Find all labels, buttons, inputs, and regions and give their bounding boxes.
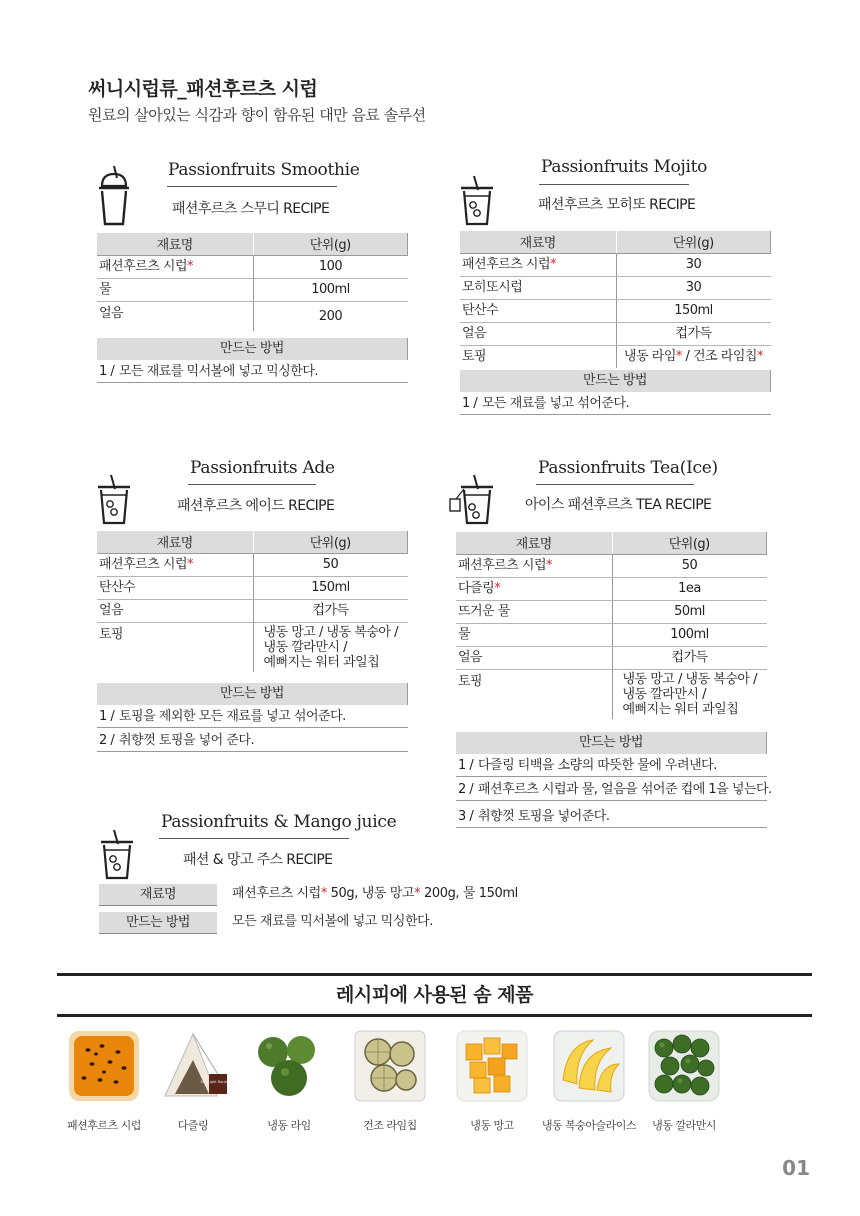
ade-title-divider — [188, 484, 316, 485]
col-unit: 단위(g) — [253, 233, 408, 255]
ingredient-value: 150ml — [616, 299, 771, 322]
ingredient-value: 100ml — [253, 278, 408, 301]
tea-ingredient-table — [456, 532, 767, 719]
step-number: 3 / — [458, 809, 474, 824]
ingredient-name: 얼음 — [99, 305, 124, 321]
products-title: 레시피에 사용된 솜 제품 — [336, 984, 533, 1006]
highlight-star: * — [550, 257, 557, 272]
step-number: 2 / — [458, 782, 474, 797]
tea-step — [456, 778, 772, 801]
ingredient-name: 물 — [456, 623, 612, 646]
highlight-star: * — [414, 886, 421, 901]
mojito-step — [460, 392, 771, 415]
step-number: 2 / — [99, 733, 115, 748]
ade-subtitle: 패션후르츠 에이드 RECIPE — [177, 498, 335, 514]
table-row — [460, 345, 771, 368]
product-frozen-lime — [241, 1030, 337, 1133]
topping-line: 예뻐지는 워터 과일칩 — [622, 701, 739, 717]
ingredient-name: 얼음 — [460, 322, 616, 345]
highlight-star: * — [675, 349, 682, 365]
page-number: 01 — [782, 1156, 810, 1180]
step-text: 모든 재료를 넣고 섞어준다. — [482, 396, 630, 411]
ingredient-part: 패션후르츠 시럽 — [232, 886, 321, 901]
topping-line: 냉동 망고 / 냉동 복숭아 / — [263, 624, 398, 640]
table-row — [456, 623, 767, 646]
ingredient-value: 30 — [616, 276, 771, 299]
col-ingredient-name: 재료명 — [97, 233, 253, 255]
frozen-lime-image — [253, 1030, 325, 1102]
mango-ingredient-label: 재료명 — [99, 884, 217, 906]
iced-drink-cup-icon — [97, 473, 131, 525]
highlight-star: * — [187, 259, 194, 274]
product-frozen-mango — [444, 1030, 540, 1133]
highlight-star: * — [320, 886, 327, 901]
ingredient-name: 얼음 — [456, 646, 612, 669]
product-dried-lime-chip — [342, 1030, 438, 1133]
ingredient-name: 다즐링 — [458, 581, 495, 596]
ade-method-header: 만드는 방법 — [97, 683, 408, 705]
table-row — [97, 622, 408, 672]
ingredient-name: 토핑 — [458, 673, 483, 689]
page-title: 써니시럽류_패션후르츠 시럽 — [88, 78, 318, 100]
frozen-calamansi-image — [648, 1030, 720, 1102]
ingredient-value: 100ml — [612, 623, 767, 646]
product-label: 패션후르츠 시럽 — [67, 1119, 141, 1132]
ingredient-part: 200g, 물 150ml — [420, 886, 518, 901]
table-row — [97, 576, 408, 599]
step-text: 취향껏 토핑을 넣어 준다. — [119, 733, 255, 748]
col-unit: 단위(g) — [253, 531, 408, 553]
darjeeling-teabag-image — [157, 1030, 236, 1102]
topping-line: 예뻐지는 워터 과일칩 — [263, 654, 380, 670]
topping-b: / 건조 라임칩 — [681, 349, 757, 365]
tea-step — [456, 805, 767, 828]
highlight-star: * — [494, 581, 501, 596]
ingredient-name: 모히또시럽 — [460, 276, 616, 299]
ingredient-value: 1ea — [612, 577, 767, 600]
product-label: 냉동 복숭아슬라이스 — [541, 1119, 637, 1132]
ingredient-value: 200 — [253, 301, 408, 331]
step-number: 1 / — [99, 364, 115, 379]
mojito-title: Passionfruits Mojito — [541, 157, 708, 177]
ade-step — [97, 729, 408, 752]
ingredient-value: 30 — [616, 253, 771, 276]
product-label: 건조 라임칩 — [363, 1119, 417, 1132]
mojito-title-divider — [539, 184, 689, 185]
passionfruit-syrup-image — [68, 1030, 140, 1102]
ingredient-name: 탄산수 — [97, 576, 253, 599]
smoothie-title: Passionfruits Smoothie — [168, 160, 360, 180]
table-row — [97, 599, 408, 622]
mango-method-text: 모든 재료를 믹서볼에 넣고 믹싱한다. — [232, 914, 434, 929]
ingredient-value: 컵가득 — [253, 599, 408, 622]
highlight-star: * — [546, 558, 553, 573]
frozen-mango-image — [456, 1030, 528, 1102]
table-row — [456, 600, 767, 623]
topping-line: 냉동 깔라만시 / — [622, 686, 706, 702]
ingredient-name: 탄산수 — [460, 299, 616, 322]
table-row — [97, 255, 408, 278]
ade-step — [97, 705, 408, 728]
topping-a: 냉동 라임 — [624, 349, 676, 365]
table-row — [460, 253, 771, 276]
step-number: 1 / — [462, 396, 478, 411]
topping-line: 냉동 깔라만시 / — [263, 639, 347, 655]
ingredient-value: 100 — [253, 255, 408, 278]
highlight-star: * — [756, 349, 763, 365]
smoothie-subtitle: 패션후르츠 스무디 RECIPE — [172, 201, 330, 217]
mango-title-divider — [159, 838, 349, 839]
step-text: 취향껏 토핑을 넣어준다. — [478, 809, 610, 824]
ingredient-name: 얼음 — [97, 599, 253, 622]
ingredient-name: 패션후르츠 시럽 — [458, 558, 547, 573]
smoothie-cup-icon — [97, 164, 131, 226]
topping-line: 냉동 망고 / 냉동 복숭아 / — [622, 671, 757, 687]
tea-step — [456, 754, 767, 777]
ingredient-value: 50 — [253, 553, 408, 576]
iced-drink-cup-icon — [100, 828, 134, 880]
tea-title: Passionfruits Tea(Ice) — [538, 458, 718, 478]
table-row — [97, 553, 408, 576]
ingredient-name: 패션후르츠 시럽 — [99, 259, 188, 274]
ingredient-name: 토핑 — [462, 349, 487, 365]
smoothie-title-divider — [167, 186, 337, 187]
iced-drink-cup-icon — [460, 174, 494, 226]
teabag-tag-text: Sky Light Darjeeling — [200, 1080, 236, 1084]
ade-title: Passionfruits Ade — [190, 458, 335, 478]
ingredient-value: 컵가득 — [616, 322, 771, 345]
product-label: 다즐링 — [177, 1119, 209, 1132]
col-ingredient-name: 재료명 — [97, 531, 253, 553]
mango-method-label: 만드는 방법 — [99, 912, 217, 934]
dried-lime-chip-image — [354, 1030, 426, 1102]
col-unit: 단위(g) — [616, 231, 771, 253]
table-row — [456, 577, 767, 600]
table-row — [97, 278, 408, 301]
highlight-star: * — [187, 557, 194, 572]
mojito-method-header: 만드는 방법 — [460, 370, 771, 392]
iced-tea-cup-icon — [448, 473, 494, 525]
ade-ingredient-table — [97, 531, 408, 672]
smoothie-ingredient-table — [97, 233, 408, 331]
ingredient-part: 50g, 냉동 망고 — [326, 886, 415, 901]
ingredient-name: 토핑 — [99, 626, 124, 642]
table-row — [97, 301, 408, 331]
product-passionfruit-syrup — [56, 1030, 152, 1133]
col-ingredient-name: 재료명 — [456, 532, 612, 554]
step-number: 1 / — [99, 709, 115, 724]
table-row — [456, 646, 767, 669]
frozen-peach-image — [553, 1030, 625, 1102]
ingredient-value: 컵가득 — [612, 646, 767, 669]
ingredient-value: 50ml — [612, 600, 767, 623]
page-subtitle: 원료의 살아있는 식감과 향이 함유된 대만 음료 솔루션 — [88, 106, 426, 124]
mojito-ingredient-table — [460, 231, 771, 368]
tea-title-divider — [536, 484, 694, 485]
mango-title: Passionfruits & Mango juice — [161, 812, 397, 832]
ingredient-name: 뜨거운 물 — [456, 600, 612, 623]
mojito-subtitle: 패션후르츠 모히또 RECIPE — [538, 197, 696, 213]
step-text: 모든 재료를 믹서볼에 넣고 믹싱한다. — [119, 364, 319, 379]
step-text: 패션후르츠 시럽과 물, 얼음을 섞어준 컵에 1을 넣는다. — [478, 782, 772, 797]
product-darjeeling — [145, 1030, 241, 1133]
table-row — [460, 299, 771, 322]
products-divider-top — [57, 973, 812, 976]
tea-method-header: 만드는 방법 — [456, 732, 767, 754]
products-divider-bottom — [57, 1014, 812, 1017]
step-number: 1 / — [458, 758, 474, 773]
step-text: 토핑을 제외한 모든 재료를 넣고 섞어준다. — [119, 709, 346, 724]
product-frozen-peach — [541, 1030, 637, 1133]
ingredient-value: 150ml — [253, 576, 408, 599]
tea-subtitle: 아이스 패션후르츠 TEA RECIPE — [525, 497, 712, 513]
table-row — [456, 554, 767, 577]
ingredient-name: 패션후르츠 시럽 — [99, 557, 188, 572]
col-unit: 단위(g) — [612, 532, 767, 554]
product-label: 냉동 라임 — [267, 1119, 311, 1132]
mango-ingredient-text — [232, 883, 518, 905]
smoothie-step — [97, 360, 408, 383]
product-frozen-calamansi — [636, 1030, 732, 1133]
table-row — [456, 669, 767, 719]
mango-subtitle: 패션 & 망고 주스 RECIPE — [183, 852, 333, 868]
table-row — [460, 322, 771, 345]
table-row — [460, 276, 771, 299]
product-label: 냉동 망고 — [470, 1119, 514, 1132]
product-label: 냉동 깔라만시 — [652, 1119, 716, 1132]
step-text: 다즐링 티백을 소량의 따뜻한 물에 우려낸다. — [478, 758, 717, 773]
ingredient-name: 패션후르츠 시럽 — [462, 257, 551, 272]
col-ingredient-name: 재료명 — [460, 231, 616, 253]
smoothie-method-header: 만드는 방법 — [97, 338, 408, 360]
ingredient-name: 물 — [97, 278, 253, 301]
ingredient-value: 50 — [612, 554, 767, 577]
